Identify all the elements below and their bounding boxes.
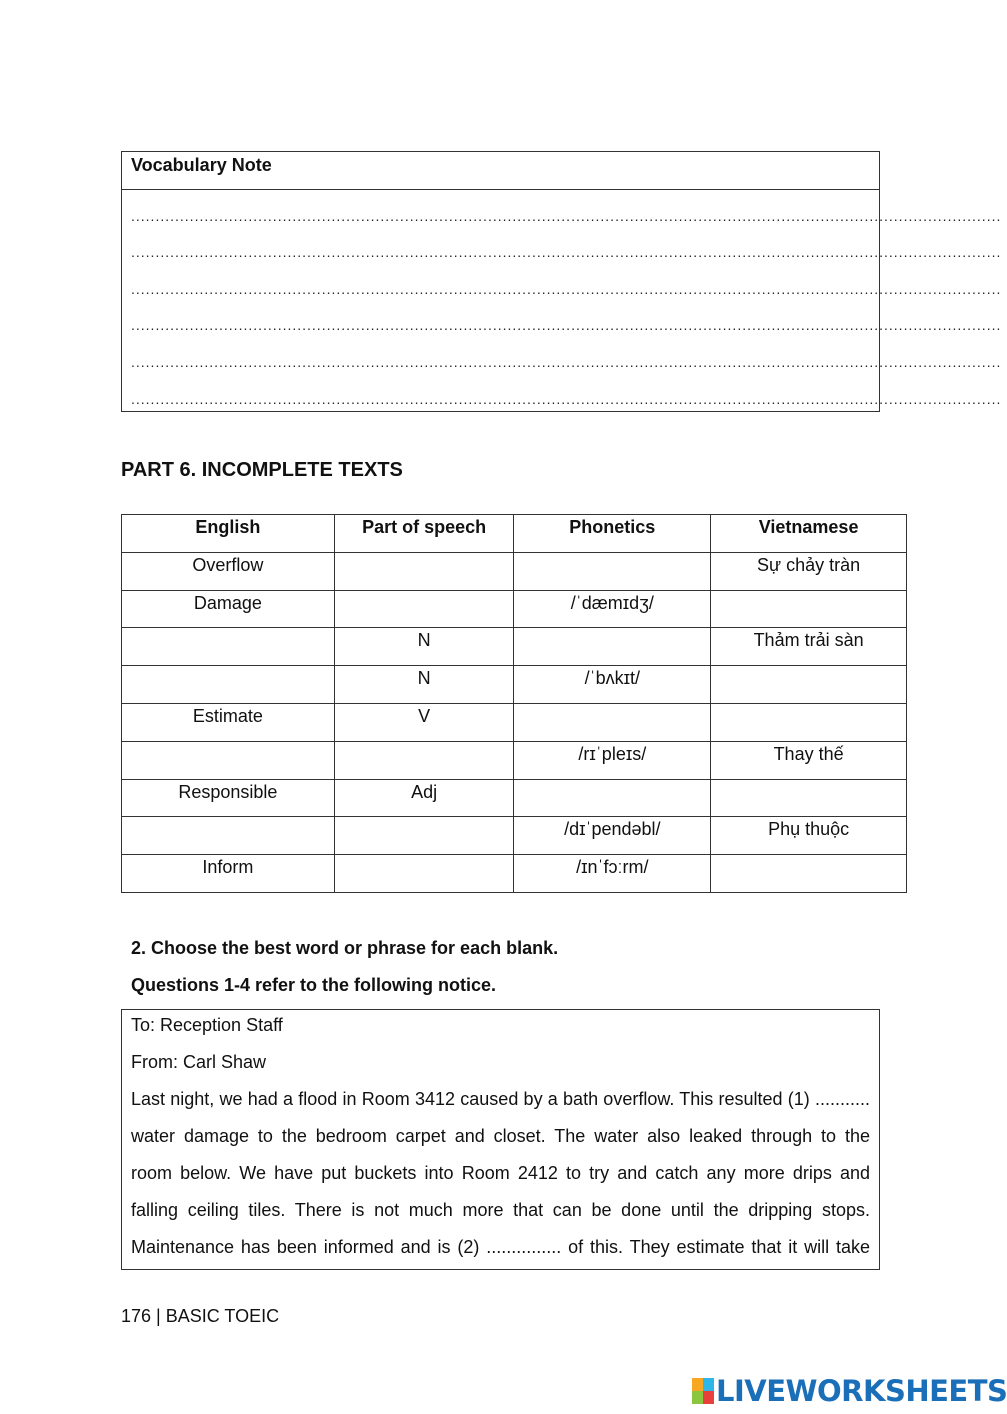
table-row <box>122 779 907 817</box>
cell-phonetics-blank[interactable] <box>514 703 711 741</box>
cell-vietnamese: Sự chảy tràn <box>711 552 907 590</box>
table-row <box>122 590 907 628</box>
cell-english: Estimate <box>122 703 335 741</box>
table-row <box>122 741 907 779</box>
notice-body-line: Last night, we had a flood in Room 3412 caused by a bath overflow. This resulted (1) ........... <box>131 1089 870 1109</box>
cell-vietnamese: Phụ thuộc <box>711 817 907 855</box>
header-english: English <box>122 515 335 553</box>
cell-pos-blank[interactable] <box>334 590 514 628</box>
header-vietnamese: Vietnamese <box>711 515 907 553</box>
dotted-line: .................................................................................................................................................................................. <box>131 207 1002 224</box>
cell-vietnamese-blank[interactable] <box>711 703 907 741</box>
cell-phonetics: /ˈdæmɪdʒ/ <box>514 590 711 628</box>
cell-vietnamese-blank[interactable] <box>711 666 907 704</box>
cell-phonetics-blank[interactable] <box>514 779 711 817</box>
cell-vietnamese: Thảm trải sàn <box>711 628 907 666</box>
note-line[interactable] <box>122 373 1002 410</box>
dotted-line: .................................................................................................................................................................................. <box>131 317 1002 334</box>
cell-vietnamese-blank[interactable] <box>711 855 907 893</box>
dotted-line: .................................................................................................................................................................................. <box>131 353 1002 370</box>
table-row <box>122 855 907 893</box>
cell-phonetics: /rɪˈpleɪs/ <box>514 741 711 779</box>
cell-phonetics-blank[interactable] <box>514 552 711 590</box>
liveworksheets-icon <box>692 1378 714 1404</box>
brand-name: LIVEWORKSHEETS <box>716 1374 1007 1408</box>
notice-to: To: Reception Staff <box>131 1015 283 1035</box>
cell-english: Responsible <box>122 779 335 817</box>
note-line[interactable] <box>122 300 1002 337</box>
cell-english: Inform <box>122 855 335 893</box>
cell-phonetics: /ɪnˈfɔːrm/ <box>514 855 711 893</box>
notice-from: From: Carl Shaw <box>131 1052 267 1072</box>
cell-english-blank[interactable] <box>122 628 335 666</box>
cell-vietnamese-blank[interactable] <box>711 590 907 628</box>
cell-pos-blank[interactable] <box>334 741 514 779</box>
dotted-line: .................................................................................................................................................................................. <box>131 244 1002 261</box>
cell-english: Overflow <box>122 552 335 590</box>
notice-box <box>121 1009 880 1270</box>
cell-english-blank[interactable] <box>122 817 335 855</box>
note-line[interactable] <box>122 227 1002 264</box>
cell-english-blank[interactable] <box>122 741 335 779</box>
dotted-line: .................................................................................................................................................................................. <box>131 280 1002 297</box>
vocabulary-table <box>121 514 907 893</box>
table-row <box>122 628 907 666</box>
notice-body <box>131 1086 870 1271</box>
liveworksheets-logo[interactable] <box>692 1374 1007 1408</box>
vocabulary-note-title: Vocabulary Note <box>122 152 879 190</box>
table-row <box>122 817 907 855</box>
notice-body-line: falling ceiling tiles. There is not much more that can be done until the dripping stops. <box>131 1200 870 1220</box>
cell-vietnamese: Thay thế <box>711 741 907 779</box>
note-line[interactable] <box>122 190 1002 227</box>
table-row <box>122 552 907 590</box>
header-phonetics: Phonetics <box>514 515 711 553</box>
part-title: PART 6. INCOMPLETE TEXTS <box>121 459 403 481</box>
dotted-line: .................................................................................................................................................................................. <box>131 390 1002 407</box>
cell-pos: Adj <box>334 779 514 817</box>
exercise-instruction: 2. Choose the best word or phrase for each blank. <box>131 938 559 958</box>
cell-phonetics-blank[interactable] <box>514 628 711 666</box>
cell-vietnamese-blank[interactable] <box>711 779 907 817</box>
cell-pos-blank[interactable] <box>334 552 514 590</box>
cell-pos-blank[interactable] <box>334 817 514 855</box>
cell-pos-blank[interactable] <box>334 855 514 893</box>
notice-body-line: room below. We have put buckets into Room 2412 to try and catch any more drips and <box>131 1163 870 1183</box>
notice-body-line: Maintenance has been informed and is (2) ............... of this. They estimate that it will take <box>131 1237 870 1257</box>
table-header-row <box>122 515 907 553</box>
cell-english-blank[interactable] <box>122 666 335 704</box>
table-row <box>122 703 907 741</box>
cell-english: Damage <box>122 590 335 628</box>
vocabulary-note-box <box>121 151 1002 412</box>
note-line[interactable] <box>122 263 1002 300</box>
header-part-of-speech: Part of speech <box>334 515 514 553</box>
cell-phonetics: /ˈbʌkɪt/ <box>514 666 711 704</box>
page-footer: 176 | BASIC TOEIC <box>121 1306 280 1326</box>
cell-pos: N <box>334 666 514 704</box>
cell-pos: N <box>334 628 514 666</box>
table-row <box>122 666 907 704</box>
questions-instruction: Questions 1-4 refer to the following notice. <box>131 975 497 995</box>
cell-pos: V <box>334 703 514 741</box>
notice-body-line: water damage to the bedroom carpet and closet. The water also leaked through to the <box>131 1126 870 1146</box>
cell-phonetics: /dɪˈpendəbl/ <box>514 817 711 855</box>
note-line[interactable] <box>122 336 1002 373</box>
